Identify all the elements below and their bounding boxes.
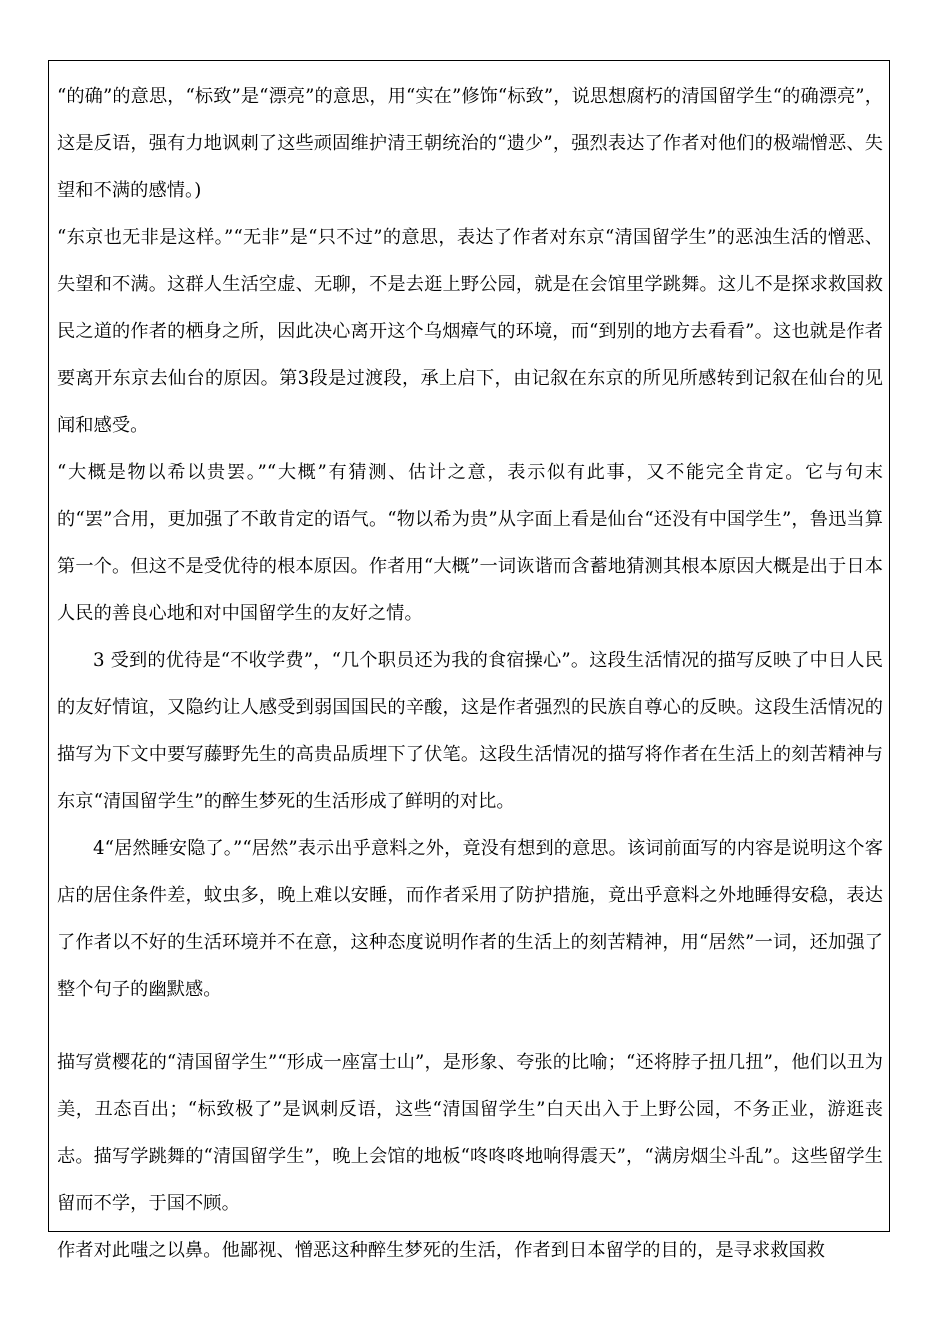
paragraph-7: 作者对此嗤之以鼻。他鄙视、憎恶这种醉生梦死的生活，作者到日本留学的目的，是寻求救国救 (57, 1240, 826, 1261)
paragraph-6: 描写赏樱花的“清国留学生”“形成一座富士山”，是形象、夸张的比喻；“还将脖子扭几扭”，他们以丑为美，丑态百出；“标致极了”是讽刺反语，这些“清国留学生”白天出入于上野公园，不务正业，游逛丧志。描写学跳舞的“清国留学生”，晚上会馆的地板“咚咚咚地响得震天”，“满房烟尘斗乱”。这些留学生留而不学，于国不顾。 (57, 1052, 883, 1214)
document-frame (48, 60, 890, 1261)
document-body (57, 73, 883, 1274)
paragraph-3: “大概是物以希以贵罢。”“大概”有猜测、估计之意，表示似有此事，又不能完全肯定。它与句末的“罢”合用，更加强了不敢肯定的语气。“物以希为贵”从字面上看是仙台“还没有中国学生”，鲁迅当算第一个。但这不是受优待的根本原因。作者用“大概”一词诙谐而含蓄地猜测其根本原因大概是出于日本人民的善良心地和对中国留学生的友好之情。 (57, 462, 883, 624)
paragraph-4: 3 受到的优待是“不收学费”，“几个职员还为我的食宿操心”。这段生活情况的描写反映了中日人民的友好情谊，又隐约让人感受到弱国国民的辛酸，这是作者强烈的民族自尊心的反映。这段生活情况的描写为下文中要写藤野先生的高贵品质埋下了伏笔。这段生活情况的描写将作者在生活上的刻苦精神与东京“清国留学生”的醉生梦死的生活形成了鲜明的对比。 (57, 650, 883, 812)
paragraph-1: “的确”的意思，“标致”是“漂亮”的意思，用“实在”修饰“标致”，说思想腐朽的清国留学生“的确漂亮”，这是反语，强有力地讽刺了这些顽固维护清王朝统治的“遗少”，强烈表达了作者对他们的极端憎恶、失望和不满的感情。) (57, 86, 883, 201)
paragraph-2: “东京也无非是这样。”“无非”是“只不过”的意思，表达了作者对东京“清国留学生”的恶浊生活的憎恶、失望和不满。这群人生活空虚、无聊，不是去逛上野公园，就是在会馆里学跳舞。这儿不是探求救国救民之道的作者的栖身之所，因此决心离开这个乌烟瘴气的环境，而“到别的地方去看看”。这也就是作者要离开东京去仙台的原因。第3段是过渡段，承上启下，由记叙在东京的所见所感转到记叙在仙台的见闻和感受。 (57, 227, 883, 436)
paragraph-5: 4“居然睡安隐了。”“居然”表示出乎意料之外，竟没有想到的意思。该词前面写的内容是说明这个客店的居住条件差，蚊虫多，晚上难以安睡，而作者采用了防护措施，竟出乎意料之外地睡得安稳，表达了作者以不好的生活环境并不在意，这种态度说明作者的生活上的刻苦精神，用“居然”一词，还加强了整个句子的幽默感。 (57, 838, 883, 1000)
paragraph-gap (57, 1013, 883, 1039)
